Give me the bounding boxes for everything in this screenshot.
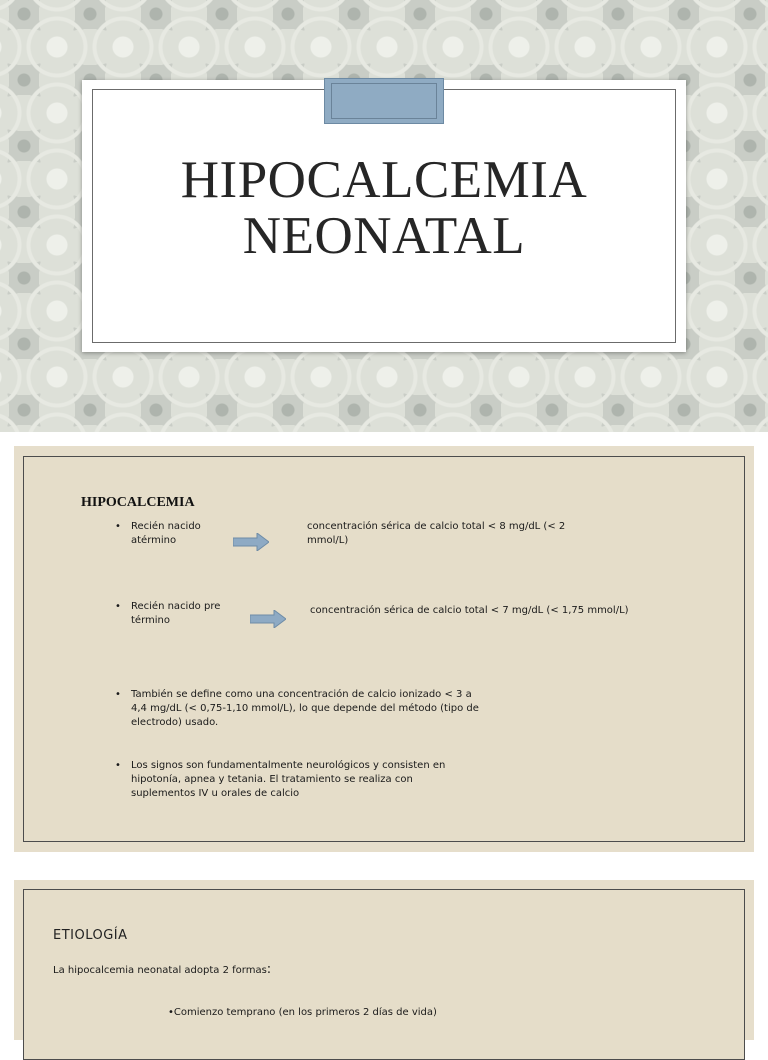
arrow-right-icon [233, 533, 269, 551]
bullet-icon: • [115, 521, 121, 532]
definition-heading: HIPOCALCEMIA [81, 495, 195, 510]
preterm-definition: concentración sérica de calcio total < 7 mg/dL (< 1,75 mmol/L) [310, 605, 629, 616]
title-tab-decoration [324, 78, 444, 124]
term-label: Recién nacido atérmino [131, 521, 201, 546]
title-slide [0, 0, 768, 432]
bullet-icon: • [115, 760, 121, 771]
preterm-label: Recién nacido pre término [131, 601, 221, 626]
term-definition: concentración sérica de calcio total < 8 mg/dL (< 2 mmol/L) [307, 521, 566, 546]
bullet-icon: • [115, 689, 121, 700]
etiology-slide-frame [23, 889, 745, 1060]
title-line-1: HIPOCALCEMIA [180, 151, 588, 209]
definition-slide [14, 446, 754, 852]
signs-paragraph: Los signos son fundamentalmente neurológicos y consisten en hipotonía, apnea y tetania. El tratamiento se realiza con suplementos IV u orales de calcio [131, 760, 446, 799]
definition-slide-frame [23, 456, 745, 842]
arrow-right-icon [250, 610, 286, 628]
etiology-intro: La hipocalcemia neonatal adopta 2 formas: [53, 962, 272, 977]
slide-title [82, 152, 686, 264]
etiology-heading: ETIOLOGÍA [53, 928, 128, 943]
bullet-icon: • [115, 601, 121, 612]
title-card [82, 80, 686, 352]
ionized-calcium-paragraph: También se define como una concentración de calcio ionizado < 3 a 4,4 mg/dL (< 0,75-1,10 mmol/L), lo que depende del método (tipo de electrodo) usado. [131, 689, 479, 728]
etiology-slide [14, 880, 754, 1040]
title-line-2: NEONATAL [242, 207, 526, 265]
early-onset-item: •Comienzo temprano (en los primeros 2 días de vida) [168, 1007, 437, 1018]
